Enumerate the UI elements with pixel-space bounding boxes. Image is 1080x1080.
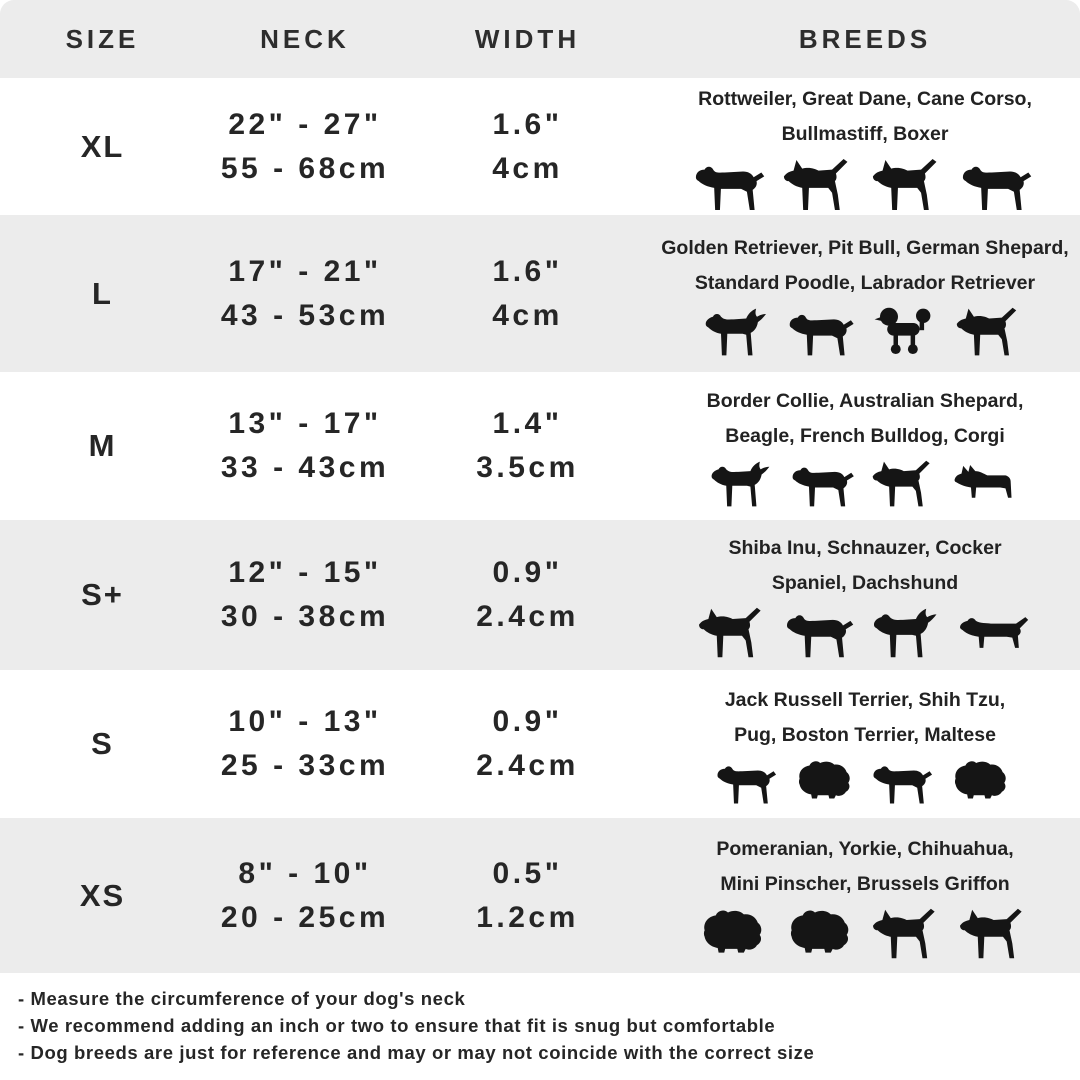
pomeranian-icon bbox=[697, 906, 772, 962]
neck-cm: 25 - 33cm bbox=[220, 749, 390, 782]
size-label: S bbox=[91, 726, 114, 761]
breeds-line: Rottweiler, Great Dane, Cane Corso, bbox=[698, 87, 1032, 110]
width-measurement bbox=[405, 372, 650, 520]
breeds-line: Pug, Boston Terrier, Maltese bbox=[734, 724, 996, 746]
neck-measurement bbox=[205, 215, 405, 372]
table-row-m bbox=[0, 372, 1080, 520]
pug-icon bbox=[871, 757, 937, 807]
breed-icons bbox=[709, 458, 1021, 510]
breeds-cell bbox=[650, 818, 1080, 973]
neck-cm: 33 - 43cm bbox=[220, 451, 390, 484]
neck-measurement bbox=[205, 372, 405, 520]
column-header-width: WIDTH bbox=[474, 23, 581, 54]
width-cm: 4cm bbox=[492, 298, 563, 332]
width-measurement bbox=[405, 215, 650, 372]
neck-inches: 13" - 17" bbox=[228, 407, 382, 440]
width-inches: 1.6" bbox=[492, 254, 563, 288]
breeds-line: Shiba Inu, Schnauzer, Cocker bbox=[728, 537, 1002, 559]
neck-measurement bbox=[205, 520, 405, 670]
breeds-line: Beagle, French Bulldog, Corgi bbox=[725, 425, 1005, 447]
bullmastiff-icon bbox=[960, 156, 1037, 214]
german-shepard-icon bbox=[955, 305, 1027, 359]
size-label: S+ bbox=[81, 577, 124, 612]
size-label: M bbox=[88, 428, 117, 463]
neck-measurement bbox=[205, 670, 405, 818]
breeds-line: Golden Retriever, Pit Bull, German Shepard, bbox=[661, 236, 1069, 259]
breed-icons bbox=[697, 906, 1033, 962]
breed-icons bbox=[703, 305, 1027, 359]
width-cm: 1.2cm bbox=[476, 900, 579, 934]
corgi-icon bbox=[952, 458, 1021, 510]
width-inches: 0.9" bbox=[492, 705, 563, 738]
neck-inches: 12" - 15" bbox=[228, 556, 382, 589]
size-label: XS bbox=[79, 877, 126, 913]
note-line-measure: - Measure the circumference of your dog's neck bbox=[18, 988, 466, 1009]
rottweiler-icon bbox=[693, 156, 770, 214]
shih-tzu-icon bbox=[793, 757, 859, 807]
size-label: L bbox=[92, 275, 113, 311]
neck-cm: 30 - 38cm bbox=[220, 600, 390, 633]
chihuahua-icon bbox=[871, 906, 946, 962]
neck-cm: 43 - 53cm bbox=[220, 298, 390, 332]
neck-measurement bbox=[205, 818, 405, 973]
dachshund-icon bbox=[958, 605, 1033, 661]
breeds-cell bbox=[650, 520, 1080, 670]
yorkie-icon bbox=[784, 906, 859, 962]
border-collie-icon bbox=[709, 458, 778, 510]
breeds-cell bbox=[650, 78, 1080, 215]
width-cm: 2.4cm bbox=[476, 749, 579, 782]
width-inches: 1.4" bbox=[492, 407, 563, 440]
golden-retriever-icon bbox=[703, 305, 775, 359]
width-cm: 2.4cm bbox=[476, 600, 579, 633]
shiba-inu-icon bbox=[697, 605, 772, 661]
width-measurement bbox=[405, 818, 650, 973]
pit-bull-icon bbox=[787, 305, 859, 359]
table-row-s-plus bbox=[0, 520, 1080, 670]
breeds-line: Standard Poodle, Labrador Retriever bbox=[694, 271, 1036, 294]
table-row-xs bbox=[0, 818, 1080, 973]
great-dane-icon bbox=[782, 156, 859, 214]
neck-measurement bbox=[205, 78, 405, 215]
breeds-cell bbox=[650, 670, 1080, 818]
breed-icons bbox=[697, 605, 1033, 661]
breeds-line: Border Collie, Australian Shepard, bbox=[706, 390, 1024, 412]
column-header-size: SIZE bbox=[65, 23, 140, 54]
size-label: XL bbox=[80, 128, 125, 164]
beagle-icon bbox=[790, 458, 859, 510]
breeds-line: Bullmastiff, Boxer bbox=[781, 122, 949, 145]
schnauzer-icon bbox=[784, 605, 859, 661]
table-row-s bbox=[0, 670, 1080, 818]
neck-inches: 22" - 27" bbox=[228, 107, 382, 141]
table-header-row bbox=[0, 0, 1080, 78]
breeds-cell bbox=[650, 215, 1080, 372]
breeds-cell bbox=[650, 372, 1080, 520]
jack-russell-terrier-icon bbox=[715, 757, 781, 807]
width-measurement bbox=[405, 520, 650, 670]
neck-cm: 55 - 68cm bbox=[220, 151, 390, 185]
table-row-xl bbox=[0, 78, 1080, 215]
width-inches: 1.6" bbox=[492, 107, 563, 141]
column-header-breeds: BREEDS bbox=[798, 23, 932, 54]
neck-inches: 8" - 10" bbox=[238, 856, 372, 890]
cocker-spaniel-icon bbox=[871, 605, 946, 661]
french-bulldog-icon bbox=[871, 458, 940, 510]
width-cm: 3.5cm bbox=[476, 451, 579, 484]
breeds-line: Jack Russell Terrier, Shih Tzu, bbox=[724, 689, 1006, 711]
table-row-l bbox=[0, 215, 1080, 372]
breed-icons bbox=[715, 757, 1015, 807]
note-line-recommend: - We recommend adding an inch or two to ensure that fit is snug but comfortable bbox=[18, 1015, 776, 1036]
breeds-line: Pomeranian, Yorkie, Chihuahua, bbox=[716, 837, 1014, 860]
width-measurement bbox=[405, 670, 650, 818]
maltese-icon bbox=[949, 757, 1015, 807]
footer-notes bbox=[0, 973, 1080, 1066]
width-measurement bbox=[405, 78, 650, 215]
standard-poodle-icon bbox=[871, 305, 943, 359]
breeds-line: Spaniel, Dachshund bbox=[771, 572, 959, 594]
note-line-reference: - Dog breeds are just for reference and may or may not coincide with the correct size bbox=[18, 1042, 815, 1063]
column-header-neck: NECK bbox=[260, 23, 350, 54]
width-cm: 4cm bbox=[492, 151, 563, 185]
mini-pinscher-icon bbox=[958, 906, 1033, 962]
cane-corso-icon bbox=[871, 156, 948, 214]
width-inches: 0.9" bbox=[492, 556, 563, 589]
neck-inches: 17" - 21" bbox=[228, 254, 382, 288]
breed-icons bbox=[693, 156, 1037, 214]
width-inches: 0.5" bbox=[492, 856, 563, 890]
neck-inches: 10" - 13" bbox=[228, 705, 382, 738]
neck-cm: 20 - 25cm bbox=[220, 900, 390, 934]
breeds-line: Mini Pinscher, Brussels Griffon bbox=[720, 872, 1010, 895]
